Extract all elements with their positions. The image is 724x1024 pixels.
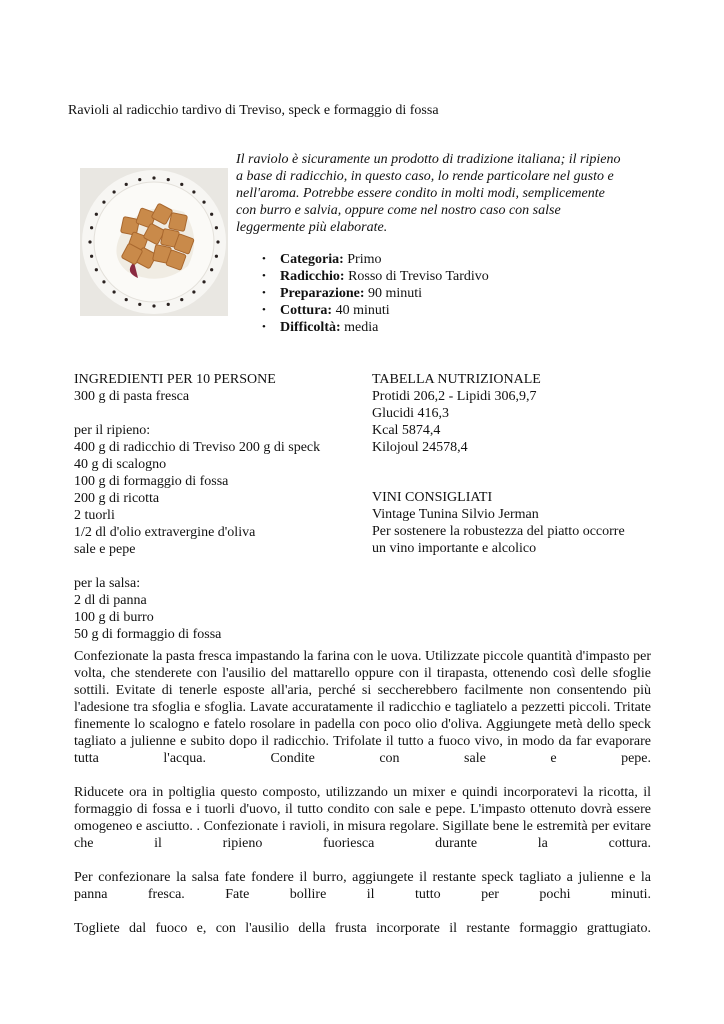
recipe-facts-list [262,251,489,336]
ingredient-item: 200 g di ricotta [74,491,160,506]
ingredient-base: 300 g di pasta fresca [74,389,190,404]
recipe-title: Ravioli al radicchio tardivo di Treviso, speck e formaggio di fossa [68,103,439,118]
ravioli-plate-image [80,168,228,316]
fact-value: Primo [347,252,382,267]
sauce-heading: per la salsa: [74,576,141,591]
step-paragraph: Togliete dal fuoco e, con l'ausilio della frusta incorporate il restante formaggio grattugiato. [74,921,651,936]
bullet-icon: • [262,304,266,316]
dish-photo [80,168,228,316]
fact-label: Preparazione: [280,286,365,301]
ingredient-item: sale e pepe [74,542,136,557]
ingredient-item: 2 tuorli [74,508,115,523]
step-paragraph: Per confezionare la salsa fate fondere il burro, aggiungete il restante speck tagliato a julienne e la panna fresca. Fate bollire il tutto per pochi minuti. [74,870,651,902]
fact-item-cottura [262,302,489,319]
nutrition-line: Glucidi 416,3 [372,406,449,421]
bullet-icon: • [262,270,266,282]
nutrition-line: Kcal 5874,4 [372,423,441,438]
fact-item-preparazione [262,285,489,302]
bullet-icon: • [262,253,266,265]
nutrition-line: Protidi 206,2 - Lipidi 306,9,7 [372,389,537,404]
fact-value: 90 minuti [368,286,423,301]
fact-label: Categoria: [280,252,344,267]
ingredients-section [74,371,374,643]
fact-item-radicchio [262,268,489,285]
nutrition-line: Kilojoul 24578,4 [372,440,468,455]
fact-value: Rosso di Treviso Tardivo [348,269,489,284]
step-paragraph: Confezionate la pasta fresca impastando la farina con le uova. Utilizzate piccole quantità d'impasto per volta, che stenderete con l'ausilio del mattarello oppure con il tirapasta, ottenendo così delle sfoglie sottili. Evitate di tenerle esposte all'aria, perché si seccherebbero facilmente non consentendo più l'adesione tra sfoglia e sfoglia. Lavate accuratamente il radicchio e tagliatelo a pezzetti piccoli. Tritate finemente lo scalogno e fatelo rosolare in padella con poco olio d'oliva. Aggiungete metà dello speck tagliato a julienne e subito dopo il radicchio. Trifolate il tutto a fuoco vivo, in modo da far evaporare tutta l'acqua. Condite con sale e pepe. [74,649,651,766]
sauce-item: 100 g di burro [74,610,154,625]
preparation-steps [74,648,651,954]
nutrition-heading: TABELLA NUTRIZIONALE [372,372,541,387]
filling-heading: per il ripieno: [74,423,151,438]
ingredients-heading: INGREDIENTI PER 10 PERSONE [74,372,276,387]
fact-label: Difficoltà: [280,320,341,335]
nutrition-section [372,371,672,456]
step-paragraph: Riducete ora in poltiglia questo composto, utilizzando un mixer e quindi incorporatevi la ricotta, il formaggio di fossa e i tuorli d'uovo, il tutto condito con sale e pepe. L'impasto ottenuto dovrà essere omogeneo e asciutto. . Confezionate i ravioli, in misura regolare. Sigillate bene le estremità per evitare che il ripieno fuoriesca durante la cottura. [74,785,651,851]
bullet-icon: • [262,287,266,299]
wine-name: Vintage Tunina Silvio Jerman [372,507,539,522]
intro-line: a base di radicchio, in questo caso, lo rende particolare nel gusto e [236,169,614,184]
intro-line: Il raviolo è sicuramente un prodotto di tradizione italiana; il ripieno [236,152,621,167]
ingredient-item: 100 g di formaggio di fossa [74,474,229,489]
ingredient-item: 40 g di scalogno [74,457,167,472]
fact-item-categoria [262,251,489,268]
recipe-intro [236,151,646,236]
fact-item-difficolta [262,319,489,336]
fact-value: 40 minuti [335,303,390,318]
fact-label: Cottura: [280,303,333,318]
intro-line: con burro e salvia, oppure come nel nostro caso con salse [236,203,561,218]
wine-note-line: Per sostenere la robustezza del piatto occorre [372,524,625,539]
fact-label: Radicchio: [280,269,345,284]
sauce-item: 50 g di formaggio di fossa [74,627,222,642]
bullet-icon: • [262,321,266,333]
ingredient-item: 400 g di radicchio di Treviso 200 g di speck [74,440,321,455]
wines-heading: VINI CONSIGLIATI [372,490,493,505]
sauce-item: 2 dl di panna [74,593,147,608]
ingredient-item: 1/2 dl d'olio extravergine d'oliva [74,525,256,540]
intro-line: leggermente più elaborate. [236,220,388,235]
wine-note-line: un vino importante e alcolico [372,541,537,556]
intro-line: nell'aroma. Potrebbe essere condito in molti modi, semplicemente [236,186,605,201]
wines-section [372,489,672,557]
fact-value: media [344,320,379,335]
